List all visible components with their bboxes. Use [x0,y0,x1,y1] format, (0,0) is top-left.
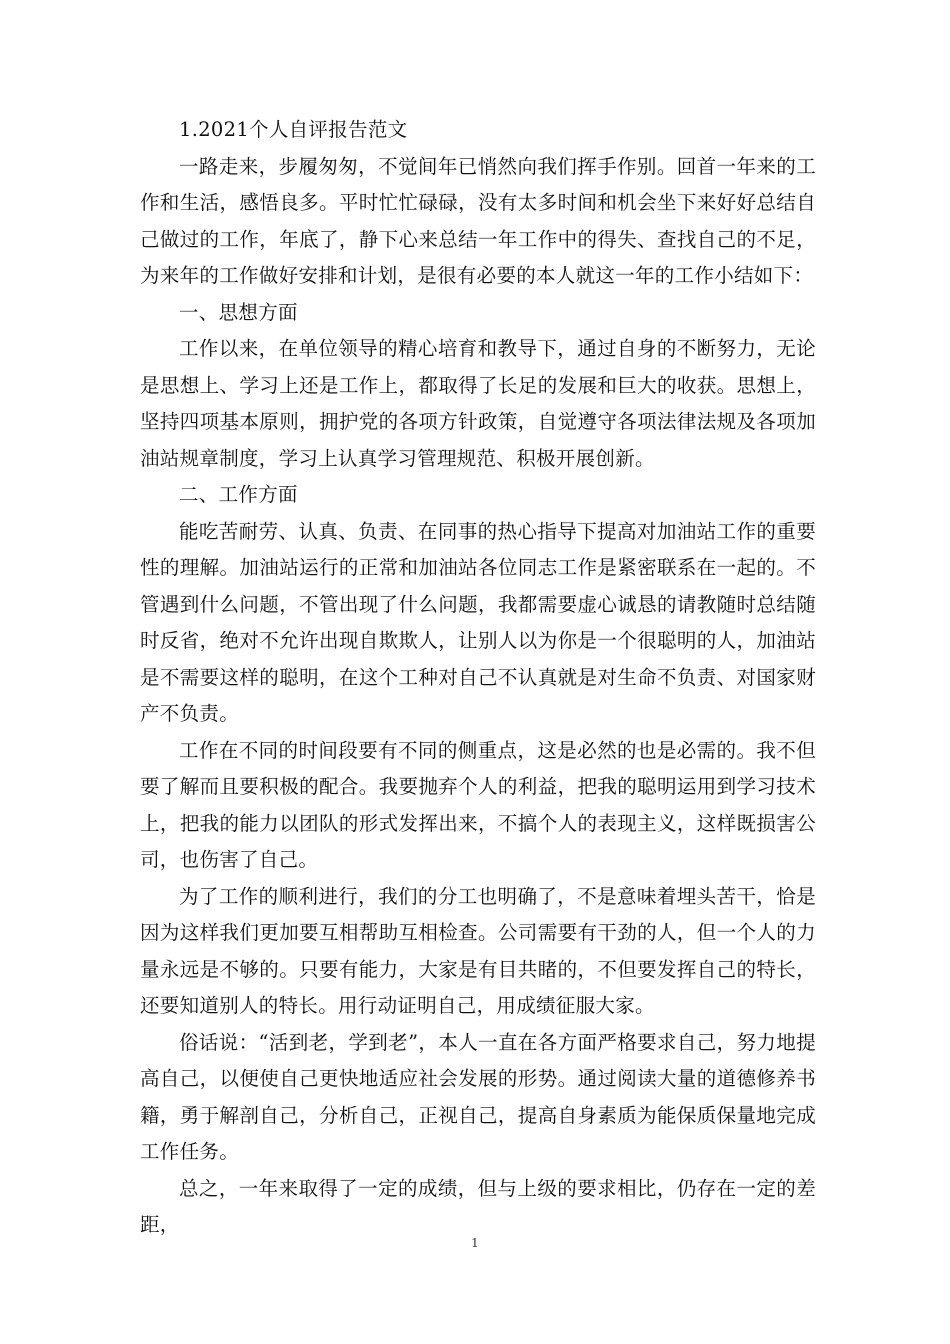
section-heading-thought: 一、思想方面 [179,300,298,324]
paragraph-work-3: 为了工作的顺利进行，我们的分工也明确了，不是意味着埋头苦干，恰是因为这样我们更加要互相帮助互相检查。公司需要有干劲的人，但一个人的力量永远是不够的。只要有能力，大家是有目共睹的，不但要发挥自己的特长，还要知道别人的特长。用行动证明自己，用成绩征服大家。 [140,884,816,1017]
document-body [140,112,816,1244]
paragraph-summary: 总之，一年来取得了一定的成绩，但与上级的要求相比，仍存在一定的差距， [140,1176,816,1236]
paragraph-work-1: 能吃苦耐劳、认真、负责、在同事的热心指导下提高对加油站工作的重要性的理解。加油站运行的正常和加油站各位同志工作是紧密联系在一起的。不管遇到什么问题，不管出现了什么问题，我都需要虚心诚恳的请教随时总结随时反省，绝对不允许出现自欺欺人，让别人以为你是一个很聪明的人，加油站是不需要这样的聪明，在这个工种对自己不认真就是对生命不负责、对国家财产不负责。 [140,519,816,725]
section-heading-work: 二、工作方面 [179,483,298,506]
page-number: 1 [471,1236,479,1250]
paragraph-thought: 工作以来，在单位领导的精心培育和教导下，通过自身的不断努力，无论是思想上、学习上还是工作上，都取得了长足的发展和巨大的收获。思想上，坚持四项基本原则，拥护党的各项方针政策，自觉遵守各项法律法规及各项加油站规章制度，学习上认真学习管理规范、积极开展创新。 [140,337,816,470]
paragraph-work-4: 俗话说：“活到老，学到老”，本人一直在各方面严格要求自己，努力地提高自己，以便使自己更快地适应社会发展的形势。通过阅读大量的道德修养书籍，勇于解剖自己，分析自己，正视自己，提高自身素质为能保质保量地完成工作任务。 [140,1030,816,1163]
paragraph-intro: 一路走来，步履匆匆，不觉间年已悄然向我们挥手作别。回首一年来的工作和生活，感悟良多。平时忙忙碌碌，没有太多时间和机会坐下来好好总结自己做过的工作，年底了，静下心来总结一年工作中的得失、查找自己的不足，为来年的工作做好安排和计划，是很有必要的本人就这一年的工作小结如下： [140,154,816,287]
paragraph-work-2: 工作在不同的时间段要有不同的侧重点，这是必然的也是必需的。我不但要了解而且要积极的配合。我要抛弃个人的利益，把我的聪明运用到学习技术上，把我的能力以团队的形式发挥出来，不搞个人的表现主义，这样既损害公司，也伤害了自己。 [140,738,816,871]
document-title: 1.2021个人自评报告范文 [179,118,408,141]
